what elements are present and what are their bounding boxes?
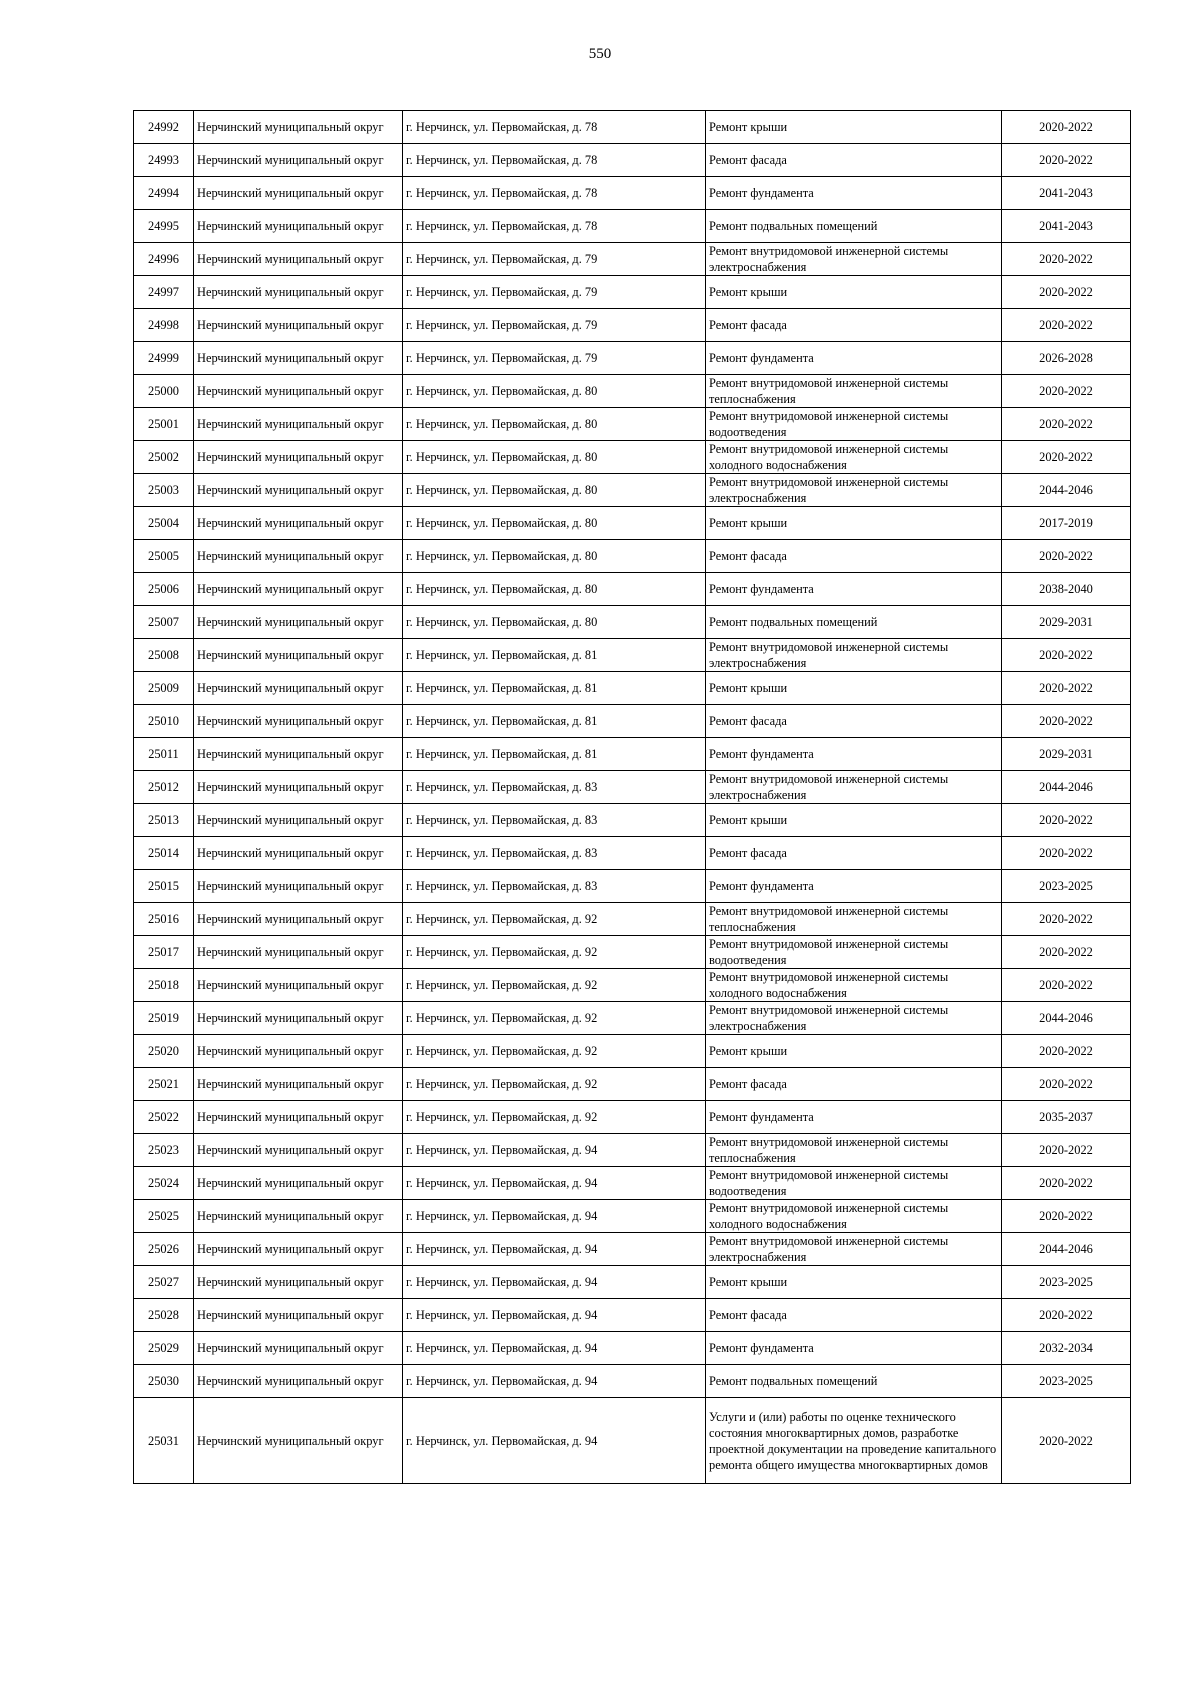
municipality-cell: Нерчинский муниципальный округ xyxy=(194,474,403,507)
period-cell: 2020-2022 xyxy=(1002,1134,1131,1167)
address-cell: г. Нерчинск, ул. Первомайская, д. 79 xyxy=(403,309,706,342)
address-cell: г. Нерчинск, ул. Первомайская, д. 81 xyxy=(403,738,706,771)
municipality-cell: Нерчинский муниципальный округ xyxy=(194,1299,403,1332)
period-cell: 2020-2022 xyxy=(1002,672,1131,705)
table-row xyxy=(134,1266,1131,1299)
table-row xyxy=(134,870,1131,903)
work-type-cell: Ремонт фундамента xyxy=(706,1101,1002,1134)
table-row xyxy=(134,1332,1131,1365)
table-row xyxy=(134,1167,1131,1200)
municipality-cell: Нерчинский муниципальный округ xyxy=(194,837,403,870)
work-type-cell: Ремонт фундамента xyxy=(706,870,1002,903)
municipality-cell: Нерчинский муниципальный округ xyxy=(194,1398,403,1484)
municipality-cell: Нерчинский муниципальный округ xyxy=(194,1101,403,1134)
row-number: 24998 xyxy=(134,309,194,342)
work-type-cell: Ремонт фасада xyxy=(706,705,1002,738)
row-number: 25006 xyxy=(134,573,194,606)
municipality-cell: Нерчинский муниципальный округ xyxy=(194,1134,403,1167)
row-number: 25013 xyxy=(134,804,194,837)
table-row xyxy=(134,1134,1131,1167)
row-number: 25012 xyxy=(134,771,194,804)
period-cell: 2017-2019 xyxy=(1002,507,1131,540)
table-row xyxy=(134,1101,1131,1134)
work-type-cell: Ремонт фундамента xyxy=(706,738,1002,771)
table-row xyxy=(134,969,1131,1002)
period-cell: 2020-2022 xyxy=(1002,1200,1131,1233)
address-cell: г. Нерчинск, ул. Первомайская, д. 92 xyxy=(403,969,706,1002)
work-type-cell: Ремонт крыши xyxy=(706,1266,1002,1299)
period-cell: 2044-2046 xyxy=(1002,1002,1131,1035)
address-cell: г. Нерчинск, ул. Первомайская, д. 78 xyxy=(403,210,706,243)
address-cell: г. Нерчинск, ул. Первомайская, д. 78 xyxy=(403,144,706,177)
municipality-cell: Нерчинский муниципальный округ xyxy=(194,1266,403,1299)
row-number: 25028 xyxy=(134,1299,194,1332)
address-cell: г. Нерчинск, ул. Первомайская, д. 94 xyxy=(403,1200,706,1233)
period-cell: 2020-2022 xyxy=(1002,309,1131,342)
table-row xyxy=(134,540,1131,573)
municipality-cell: Нерчинский муниципальный округ xyxy=(194,309,403,342)
municipality-cell: Нерчинский муниципальный округ xyxy=(194,1002,403,1035)
municipality-cell: Нерчинский муниципальный округ xyxy=(194,738,403,771)
table-row xyxy=(134,1035,1131,1068)
period-cell: 2044-2046 xyxy=(1002,474,1131,507)
municipality-cell: Нерчинский муниципальный округ xyxy=(194,606,403,639)
address-cell: г. Нерчинск, ул. Первомайская, д. 94 xyxy=(403,1167,706,1200)
table-row xyxy=(134,672,1131,705)
row-number: 25021 xyxy=(134,1068,194,1101)
table-row xyxy=(134,243,1131,276)
work-type-cell: Ремонт фасада xyxy=(706,309,1002,342)
table-row xyxy=(134,177,1131,210)
period-cell: 2020-2022 xyxy=(1002,144,1131,177)
period-cell: 2020-2022 xyxy=(1002,903,1131,936)
period-cell: 2020-2022 xyxy=(1002,969,1131,1002)
table-row xyxy=(134,1398,1131,1484)
municipality-cell: Нерчинский муниципальный округ xyxy=(194,903,403,936)
table-row xyxy=(134,837,1131,870)
municipality-cell: Нерчинский муниципальный округ xyxy=(194,1365,403,1398)
period-cell: 2020-2022 xyxy=(1002,705,1131,738)
row-number: 24994 xyxy=(134,177,194,210)
work-type-cell: Ремонт фасада xyxy=(706,540,1002,573)
table-row xyxy=(134,441,1131,474)
row-number: 24999 xyxy=(134,342,194,375)
table-row xyxy=(134,1233,1131,1266)
municipality-cell: Нерчинский муниципальный округ xyxy=(194,177,403,210)
work-type-cell: Ремонт внутридомовой инженерной системы теплоснабжения xyxy=(706,375,1002,408)
work-type-cell: Услуги и (или) работы по оценке технического состояния многоквартирных домов, разработке проектной документации на проведение капитального ремонта общего имущества многоквартирных домов xyxy=(706,1398,1002,1484)
address-cell: г. Нерчинск, ул. Первомайская, д. 83 xyxy=(403,771,706,804)
municipality-cell: Нерчинский муниципальный округ xyxy=(194,573,403,606)
table-row xyxy=(134,375,1131,408)
period-cell: 2020-2022 xyxy=(1002,936,1131,969)
period-cell: 2032-2034 xyxy=(1002,1332,1131,1365)
municipality-cell: Нерчинский муниципальный округ xyxy=(194,342,403,375)
municipality-cell: Нерчинский муниципальный округ xyxy=(194,540,403,573)
period-cell: 2044-2046 xyxy=(1002,1233,1131,1266)
municipality-cell: Нерчинский муниципальный округ xyxy=(194,111,403,144)
table-row xyxy=(134,474,1131,507)
address-cell: г. Нерчинск, ул. Первомайская, д. 92 xyxy=(403,1002,706,1035)
table-row xyxy=(134,936,1131,969)
period-cell: 2041-2043 xyxy=(1002,177,1131,210)
municipality-cell: Нерчинский муниципальный округ xyxy=(194,936,403,969)
municipality-cell: Нерчинский муниципальный округ xyxy=(194,1035,403,1068)
work-type-cell: Ремонт внутридомовой инженерной системы холодного водоснабжения xyxy=(706,1200,1002,1233)
address-cell: г. Нерчинск, ул. Первомайская, д. 94 xyxy=(403,1233,706,1266)
table-row xyxy=(134,276,1131,309)
address-cell: г. Нерчинск, ул. Первомайская, д. 79 xyxy=(403,342,706,375)
row-number: 24992 xyxy=(134,111,194,144)
period-cell: 2020-2022 xyxy=(1002,837,1131,870)
municipality-cell: Нерчинский муниципальный округ xyxy=(194,1068,403,1101)
address-cell: г. Нерчинск, ул. Первомайская, д. 83 xyxy=(403,870,706,903)
municipality-cell: Нерчинский муниципальный округ xyxy=(194,1200,403,1233)
row-number: 25010 xyxy=(134,705,194,738)
table-body xyxy=(134,111,1131,1484)
work-type-cell: Ремонт фасада xyxy=(706,837,1002,870)
address-cell: г. Нерчинск, ул. Первомайская, д. 94 xyxy=(403,1299,706,1332)
address-cell: г. Нерчинск, ул. Первомайская, д. 94 xyxy=(403,1398,706,1484)
row-number: 25024 xyxy=(134,1167,194,1200)
row-number: 25017 xyxy=(134,936,194,969)
work-type-cell: Ремонт фундамента xyxy=(706,1332,1002,1365)
row-number: 24997 xyxy=(134,276,194,309)
address-cell: г. Нерчинск, ул. Первомайская, д. 94 xyxy=(403,1134,706,1167)
work-type-cell: Ремонт внутридомовой инженерной системы электроснабжения xyxy=(706,474,1002,507)
table-row xyxy=(134,738,1131,771)
period-cell: 2020-2022 xyxy=(1002,375,1131,408)
address-cell: г. Нерчинск, ул. Первомайская, д. 78 xyxy=(403,177,706,210)
address-cell: г. Нерчинск, ул. Первомайская, д. 94 xyxy=(403,1365,706,1398)
address-cell: г. Нерчинск, ул. Первомайская, д. 80 xyxy=(403,573,706,606)
municipality-cell: Нерчинский муниципальный округ xyxy=(194,1167,403,1200)
repair-schedule-table xyxy=(133,110,1131,1484)
period-cell: 2041-2043 xyxy=(1002,210,1131,243)
municipality-cell: Нерчинский муниципальный округ xyxy=(194,210,403,243)
address-cell: г. Нерчинск, ул. Первомайская, д. 81 xyxy=(403,672,706,705)
period-cell: 2020-2022 xyxy=(1002,540,1131,573)
work-type-cell: Ремонт внутридомовой инженерной системы водоотведения xyxy=(706,1167,1002,1200)
period-cell: 2020-2022 xyxy=(1002,1299,1131,1332)
period-cell: 2023-2025 xyxy=(1002,870,1131,903)
row-number: 25030 xyxy=(134,1365,194,1398)
municipality-cell: Нерчинский муниципальный округ xyxy=(194,375,403,408)
table-row xyxy=(134,804,1131,837)
municipality-cell: Нерчинский муниципальный округ xyxy=(194,804,403,837)
period-cell: 2020-2022 xyxy=(1002,243,1131,276)
period-cell: 2020-2022 xyxy=(1002,639,1131,672)
address-cell: г. Нерчинск, ул. Первомайская, д. 94 xyxy=(403,1332,706,1365)
period-cell: 2020-2022 xyxy=(1002,804,1131,837)
work-type-cell: Ремонт подвальных помещений xyxy=(706,606,1002,639)
address-cell: г. Нерчинск, ул. Первомайская, д. 80 xyxy=(403,474,706,507)
period-cell: 2020-2022 xyxy=(1002,1167,1131,1200)
row-number: 25015 xyxy=(134,870,194,903)
row-number: 25000 xyxy=(134,375,194,408)
row-number: 25029 xyxy=(134,1332,194,1365)
table-row xyxy=(134,1299,1131,1332)
municipality-cell: Нерчинский муниципальный округ xyxy=(194,705,403,738)
period-cell: 2023-2025 xyxy=(1002,1266,1131,1299)
address-cell: г. Нерчинск, ул. Первомайская, д. 83 xyxy=(403,804,706,837)
table-row xyxy=(134,309,1131,342)
work-type-cell: Ремонт крыши xyxy=(706,804,1002,837)
work-type-cell: Ремонт внутридомовой инженерной системы электроснабжения xyxy=(706,1002,1002,1035)
work-type-cell: Ремонт внутридомовой инженерной системы электроснабжения xyxy=(706,243,1002,276)
row-number: 24996 xyxy=(134,243,194,276)
work-type-cell: Ремонт крыши xyxy=(706,672,1002,705)
address-cell: г. Нерчинск, ул. Первомайская, д. 79 xyxy=(403,243,706,276)
address-cell: г. Нерчинск, ул. Первомайская, д. 92 xyxy=(403,903,706,936)
period-cell: 2020-2022 xyxy=(1002,111,1131,144)
municipality-cell: Нерчинский муниципальный округ xyxy=(194,1233,403,1266)
page-number: 550 xyxy=(588,46,612,62)
table-row xyxy=(134,507,1131,540)
work-type-cell: Ремонт крыши xyxy=(706,111,1002,144)
municipality-cell: Нерчинский муниципальный округ xyxy=(194,276,403,309)
table-row xyxy=(134,1200,1131,1233)
table-row xyxy=(134,573,1131,606)
address-cell: г. Нерчинск, ул. Первомайская, д. 81 xyxy=(403,639,706,672)
address-cell: г. Нерчинск, ул. Первомайская, д. 92 xyxy=(403,1035,706,1068)
municipality-cell: Нерчинский муниципальный округ xyxy=(194,243,403,276)
period-cell: 2023-2025 xyxy=(1002,1365,1131,1398)
address-cell: г. Нерчинск, ул. Первомайская, д. 80 xyxy=(403,375,706,408)
work-type-cell: Ремонт внутридомовой инженерной системы теплоснабжения xyxy=(706,1134,1002,1167)
period-cell: 2038-2040 xyxy=(1002,573,1131,606)
municipality-cell: Нерчинский муниципальный округ xyxy=(194,144,403,177)
address-cell: г. Нерчинск, ул. Первомайская, д. 92 xyxy=(403,1101,706,1134)
municipality-cell: Нерчинский муниципальный округ xyxy=(194,672,403,705)
address-cell: г. Нерчинск, ул. Первомайская, д. 80 xyxy=(403,606,706,639)
table-row xyxy=(134,606,1131,639)
row-number: 25016 xyxy=(134,903,194,936)
municipality-cell: Нерчинский муниципальный округ xyxy=(194,639,403,672)
address-cell: г. Нерчинск, ул. Первомайская, д. 80 xyxy=(403,441,706,474)
row-number: 25031 xyxy=(134,1398,194,1484)
row-number: 25014 xyxy=(134,837,194,870)
row-number: 25008 xyxy=(134,639,194,672)
work-type-cell: Ремонт внутридомовой инженерной системы холодного водоснабжения xyxy=(706,441,1002,474)
work-type-cell: Ремонт внутридомовой инженерной системы электроснабжения xyxy=(706,1233,1002,1266)
table-row xyxy=(134,771,1131,804)
period-cell: 2044-2046 xyxy=(1002,771,1131,804)
row-number: 25022 xyxy=(134,1101,194,1134)
table-row xyxy=(134,111,1131,144)
table-row xyxy=(134,903,1131,936)
row-number: 25019 xyxy=(134,1002,194,1035)
row-number: 25023 xyxy=(134,1134,194,1167)
address-cell: г. Нерчинск, ул. Первомайская, д. 92 xyxy=(403,936,706,969)
row-number: 25002 xyxy=(134,441,194,474)
municipality-cell: Нерчинский муниципальный округ xyxy=(194,507,403,540)
municipality-cell: Нерчинский муниципальный округ xyxy=(194,441,403,474)
address-cell: г. Нерчинск, ул. Первомайская, д. 81 xyxy=(403,705,706,738)
row-number: 25027 xyxy=(134,1266,194,1299)
table-row xyxy=(134,1068,1131,1101)
work-type-cell: Ремонт внутридомовой инженерной системы электроснабжения xyxy=(706,639,1002,672)
row-number: 25007 xyxy=(134,606,194,639)
address-cell: г. Нерчинск, ул. Первомайская, д. 83 xyxy=(403,837,706,870)
work-type-cell: Ремонт фундамента xyxy=(706,573,1002,606)
period-cell: 2020-2022 xyxy=(1002,276,1131,309)
table-row xyxy=(134,210,1131,243)
table-row xyxy=(134,408,1131,441)
work-type-cell: Ремонт крыши xyxy=(706,1035,1002,1068)
row-number: 25026 xyxy=(134,1233,194,1266)
row-number: 25001 xyxy=(134,408,194,441)
work-type-cell: Ремонт внутридомовой инженерной системы электроснабжения xyxy=(706,771,1002,804)
municipality-cell: Нерчинский муниципальный округ xyxy=(194,969,403,1002)
period-cell: 2020-2022 xyxy=(1002,441,1131,474)
period-cell: 2020-2022 xyxy=(1002,1035,1131,1068)
address-cell: г. Нерчинск, ул. Первомайская, д. 80 xyxy=(403,540,706,573)
work-type-cell: Ремонт фундамента xyxy=(706,177,1002,210)
period-cell: 2026-2028 xyxy=(1002,342,1131,375)
table-row xyxy=(134,342,1131,375)
work-type-cell: Ремонт фасада xyxy=(706,144,1002,177)
row-number: 25009 xyxy=(134,672,194,705)
period-cell: 2035-2037 xyxy=(1002,1101,1131,1134)
work-type-cell: Ремонт фундамента xyxy=(706,342,1002,375)
row-number: 25011 xyxy=(134,738,194,771)
row-number: 25020 xyxy=(134,1035,194,1068)
period-cell: 2029-2031 xyxy=(1002,738,1131,771)
address-cell: г. Нерчинск, ул. Первомайская, д. 80 xyxy=(403,408,706,441)
table-row xyxy=(134,639,1131,672)
work-type-cell: Ремонт крыши xyxy=(706,507,1002,540)
work-type-cell: Ремонт внутридомовой инженерной системы водоотведения xyxy=(706,936,1002,969)
municipality-cell: Нерчинский муниципальный округ xyxy=(194,408,403,441)
work-type-cell: Ремонт внутридомовой инженерной системы водоотведения xyxy=(706,408,1002,441)
table-row xyxy=(134,1365,1131,1398)
table-row xyxy=(134,705,1131,738)
row-number: 25025 xyxy=(134,1200,194,1233)
period-cell: 2029-2031 xyxy=(1002,606,1131,639)
address-cell: г. Нерчинск, ул. Первомайская, д. 92 xyxy=(403,1068,706,1101)
row-number: 24993 xyxy=(134,144,194,177)
row-number: 25018 xyxy=(134,969,194,1002)
work-type-cell: Ремонт внутридомовой инженерной системы холодного водоснабжения xyxy=(706,969,1002,1002)
municipality-cell: Нерчинский муниципальный округ xyxy=(194,771,403,804)
municipality-cell: Нерчинский муниципальный округ xyxy=(194,870,403,903)
period-cell: 2020-2022 xyxy=(1002,1398,1131,1484)
address-cell: г. Нерчинск, ул. Первомайская, д. 79 xyxy=(403,276,706,309)
row-number: 25003 xyxy=(134,474,194,507)
period-cell: 2020-2022 xyxy=(1002,1068,1131,1101)
work-type-cell: Ремонт подвальных помещений xyxy=(706,1365,1002,1398)
row-number: 25005 xyxy=(134,540,194,573)
period-cell: 2020-2022 xyxy=(1002,408,1131,441)
work-type-cell: Ремонт внутридомовой инженерной системы теплоснабжения xyxy=(706,903,1002,936)
address-cell: г. Нерчинск, ул. Первомайская, д. 80 xyxy=(403,507,706,540)
table-row xyxy=(134,1002,1131,1035)
row-number: 24995 xyxy=(134,210,194,243)
table-row xyxy=(134,144,1131,177)
address-cell: г. Нерчинск, ул. Первомайская, д. 94 xyxy=(403,1266,706,1299)
municipality-cell: Нерчинский муниципальный округ xyxy=(194,1332,403,1365)
work-type-cell: Ремонт подвальных помещений xyxy=(706,210,1002,243)
work-type-cell: Ремонт фасада xyxy=(706,1068,1002,1101)
row-number: 25004 xyxy=(134,507,194,540)
work-type-cell: Ремонт крыши xyxy=(706,276,1002,309)
address-cell: г. Нерчинск, ул. Первомайская, д. 78 xyxy=(403,111,706,144)
work-type-cell: Ремонт фасада xyxy=(706,1299,1002,1332)
